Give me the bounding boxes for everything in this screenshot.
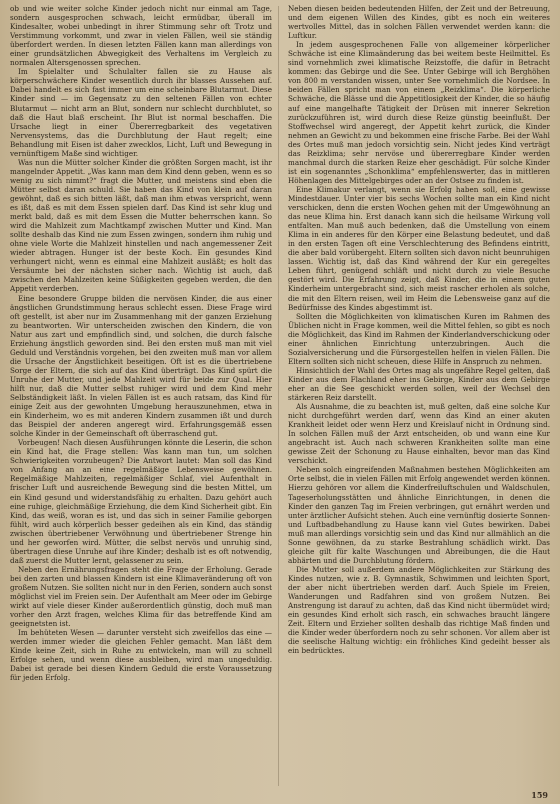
paragraph: In jedem ausgesprochenen Falle von allgemeiner körperlicher Schwäche ist eine Klimaänderung das bei weitem beste Heilmittel. Es sind vornehmlich zwei klimatische Reizstoffe, die dafür in Betracht kommen: das Gebirge und die See. Unter Gebirge will ich Berghöhen von 800 m verstanden wissen, unter See vornehmlich die Nordsee. In beiden Fällen spricht man von einem „Reizklima“. Die körperliche Schwäche, die Blässe und die Appetitlosigkeit der Kinder, die so häufig auf eine mangelhafte Tätigkeit der Drüsen mit innerer Sekretion zurückzuführen ist, wird durch diese Reize günstig beeinflußt. Der Stoffwechsel wird angeregt, der Appetit kehrt zurück, die Kinder nehmen an Gewicht zu und bekommen eine frische Farbe. Bei der Wahl des Ortes muß man jedoch vorsichtig sein. Nicht jedes Kind verträgt das Reizklima; sehr nervöse und übererregbare Kinder werden manchmal durch die starken Reize eher geschädigt. Für solche Kinder ist ein sogenanntes „Schonklima“ empfehlenswerter, das in mittleren Höhenlagen des Mittelgebirges oder an der Ostsee zu finden ist. [288, 40, 550, 185]
paragraph: ob und wie weiter solche Kinder jedoch nicht nur einmal am Tage, sondern ausgesprochen schwach, leicht ermüdbar, überall im Kindesalter, wobei unbedingt in ihrer Stimmung sehr oft Trotz und Verstimmung vorkommt, und zwar in vielen Fällen, weil sie ständig überfordert werden. In diesen letzten Fällen kann man allerdings von einer grundsätzlichen Abwegigkeit des Verhaltens im Vergleich zu normalen Altersgenossen sprechen. [10, 4, 272, 68]
paragraph: Sollten die Möglichkeiten von klimatischen Kuren im Rahmen des Üblichen nicht in Frage kommen, weil die Mittel fehlen, so gibt es noch die Möglichkeit, das Kind im Rahmen der Kinderlandverschickung oder einer ähnlichen Einrichtung unterzubringen. Auch die Sozialversicherung und die Fürsorgestellen helfen in vielen Fällen. Die Eltern sollten sich nicht scheuen, diese Hilfe in Anspruch zu nehmen. [288, 311, 550, 366]
paragraph: Hinsichtlich der Wahl des Ortes mag als ungefähre Regel gelten, daß Kinder aus dem Flachland eher ins Gebirge, Kinder aus dem Gebirge eher an die See geschickt werden sollen, weil der Wechsel den stärkeren Reiz darstellt. [288, 365, 550, 403]
column-divider [278, 6, 279, 786]
right-text-column [288, 4, 550, 790]
paragraph: Was nun die Mütter solcher Kinder die größten Sorgen macht, ist ihr mangelnder Appetit. „Was kann man dem Kind denn geben, wenn es so wenig zu sich nimmt?“ fragt die Mutter, und meistens sind eben die Mütter selbst daran schuld. Sie haben das Kind von klein auf daran gewöhnt, daß es sich bitten läßt, daß man ihm etwas verspricht, wenn es ißt, daß es mit dem Essen spielen darf. Das Kind ist sehr klug und merkt bald, daß es mit dem Essen die Mutter beherrschen kann. So wird die Mahlzeit zum Machtkampf zwischen Mutter und Kind. Man sollte deshalb das Kind nie zum Essen zwingen, sondern ihm ruhig und ohne viele Worte die Mahlzeit hinstellen und nach angemessener Zeit wieder abtragen. Hunger ist der beste Koch. Ein gesundes Kind verhungert nicht, wenn es einmal eine Mahlzeit ausläßt; es holt das Versäumte bei der nächsten sicher nach. Wichtig ist auch, daß zwischen den Mahlzeiten keine Süßigkeiten gegeben werden, die den Appetit verderben. [10, 157, 272, 294]
paragraph: Vorbeugen! Nach diesen Ausführungen könnte die Leserin, die schon ein Kind hat, die Frage stellen: Was kann man tun, um solchen Schwierigkeiten vorzubeugen? Die Antwort lautet: Man soll das Kind von Anfang an an eine regelmäßige Lebensweise gewöhnen. Regelmäßige Mahlzeiten, regelmäßiger Schlaf, viel Aufenthalt in frischer Luft und ausreichende Bewegung sind die besten Mittel, um ein Kind gesund und widerstandsfähig zu erhalten. Dazu gehört auch eine ruhige, gleichmäßige Erziehung, die dem Kind Sicherheit gibt. Ein Kind, das weiß, woran es ist, und das sich in seiner Familie geborgen fühlt, wird auch körperlich besser gedeihen als ein Kind, das ständig zwischen übertriebener Verwöhnung und übertriebener Strenge hin und her geworfen wird. Mütter, die selbst nervös und unruhig sind, übertragen diese Unruhe auf ihre Kinder; deshalb ist es oft notwendig, daß zuerst die Mutter lernt, gelassener zu sein. [10, 438, 272, 565]
left-text-column [10, 4, 272, 790]
paragraph: Die Mutter soll außerdem andere Möglichkeiten zur Stärkung des Kindes nutzen, wie z. B. Gymnastik, Schwimmen und leichten Sport, der aber nicht übertrieben werden darf. Auch Spiele im Freien, Wanderungen und Radfahren sind von großem Nutzen. Bei Anstrengung ist darauf zu achten, daß das Kind nicht übermüdet wird; ein gesundes Kind erholt sich rasch, ein schwaches braucht längere Zeit. Eltern und Erzieher sollten deshalb das richtige Maß finden und die Kinder weder überfordern noch zu sehr schonen. Vor allem aber ist die seelische Haltung wichtig: ein fröhliches Kind gedeiht besser als ein bedrücktes. [288, 564, 550, 656]
paragraph: Eine besondere Gruppe bilden die nervösen Kinder, die aus einer ängstlichen Grundstimmung heraus schlecht essen. Diese Frage wird oft gestellt, ist aber nur im Zusammenhang mit der ganzen Erziehung zu beantworten. Wir unterscheiden zwischen den Kindern, die von Natur aus zart und empfindlich sind, und solchen, die durch falsche Erziehung ängstlich geworden sind. Bei den ersten muß man mit viel Geduld und Verständnis vorgehen, bei den zweiten muß man vor allem die Ursache der Ängstlichkeit beseitigen. Oft ist es die übertriebene Sorge der Eltern, die sich auf das Kind überträgt. Das Kind spürt die Unruhe der Mutter, und jede Mahlzeit wird für beide zur Qual. Hier hilft nur, daß die Mutter selbst ruhiger wird und dem Kind mehr Selbständigkeit läßt. In vielen Fällen ist es auch ratsam, das Kind für einige Zeit aus der gewohnten Umgebung herauszunehmen, etwa in ein Kinderheim, wo es mit anderen Kindern zusammen ißt und durch das Beispiel der anderen angeregt wird. Erfahrungsgemäß essen solche Kinder in der Gemeinschaft oft überraschend gut. [10, 293, 272, 439]
paragraph: Neben diesen beiden bedeutenden Hilfen, der Zeit und der Betreuung, und dem eigenen Willen des Kindes, gibt es noch ein weiteres wertvolles Mittel, das in solchen Fällen verwendet werden kann: die Luftkur. [288, 4, 550, 41]
paragraph: Im Spielalter und Schulalter fallen sie zu Hause als körperschwächere Kinder wesentlich durch ihr blasses Aussehen auf. Dabei handelt es sich fast immer um eine scheinbare Blutarmut. Diese Kinder sind — im Gegensatz zu den seltenen Fällen von echter Blutarmut — nicht arm an Blut, sondern nur schlecht durchblutet, so daß die Haut blaß erscheint. Ihr Blut ist normal beschaffen. Die Ursache liegt in einer Übererregbarkeit des vegetativen Nervensystems, das die Durchblutung der Haut regelt; eine Behandlung mit Eisen ist daher zwecklos, Licht, Luft und Bewegung in vernünftigem Maße sind wichtiger. [10, 67, 272, 158]
paragraph: Neben solch eingreifenden Maßnahmen bestehen Möglichkeiten am Orte selbst, die in vielen Fällen mit Erfolg angewendet werden können. Hierzu gehören vor allem die Kinderfreiluftschulen und Waldschulen, Tageserholungsstätten und ähnliche Einrichtungen, in denen die Kinder den ganzen Tag im Freien verbringen, gut ernährt werden und unter ärztlicher Aufsicht stehen. Auch eine vernünftig dosierte Sonnen- und Luftbadbehandlung zu Hause kann viel Gutes bewirken. Dabei muß man allerdings vorsichtig sein und das Kind nur allmählich an die Sonne gewöhnen, da zu starke Bestrahlung schädlich wirkt. Das gleiche gilt für kalte Waschungen und Abreibungen, die die Haut abhärten und die Durchblutung fördern. [288, 465, 550, 565]
page-number: 159 [531, 790, 548, 800]
paragraph: Eine Klimakur verlangt, wenn sie Erfolg haben soll, eine gewisse Mindestdauer. Unter vier bis sechs Wochen sollte man ein Kind nicht verschicken, denn die ersten Wochen gehen mit der Umgewöhnung an das neue Klima hin. Erst danach kann sich die heilsame Wirkung voll entfalten. Man muß auch bedenken, daß die Umstellung von einem Klima in ein anderes für den Körper eine Belastung bedeutet, und daß in den ersten Tagen oft eine Verschlechterung des Befindens eintritt, die aber bald vorübergeht. Eltern sollten sich davon nicht beunruhigen lassen. Wichtig ist, daß das Kind während der Kur ein geregeltes Leben führt, genügend schläft und nicht durch zu viele Besuche gestört wird. Die Erfahrung zeigt, daß Kinder, die in einem guten Kinderheim untergebracht sind, sich meist rascher erholen als solche, die mit den Eltern reisen, weil im Heim die Lebensweise ganz auf die Bedürfnisse des Kindes abgestimmt ist. [288, 184, 550, 312]
paragraph: Neben den Ernährungsfragen steht die Frage der Erholung. Gerade bei den zarten und blassen Kindern ist eine Klimaveränderung oft von großem Nutzen. Sie sollten nicht nur in den Ferien, sondern auch sonst möglichst viel im Freien sein. Der Aufenthalt am Meer oder im Gebirge wirkt auf viele dieser Kinder außerordentlich günstig, doch muß man vorher den Arzt fragen, welches Klima für das betreffende Kind am geeignetsten ist. [10, 564, 272, 629]
paragraph: Als Ausnahme, die zu beachten ist, muß gelten, daß eine solche Kur nicht durchgeführt werden darf, wenn das Kind an einer akuten Krankheit leidet oder wenn Herz und Kreislauf nicht in Ordnung sind. In solchen Fällen muß der Arzt entscheiden, ob und wann eine Kur angebracht ist. Auch nach schweren Krankheiten sollte man eine gewisse Zeit der Schonung zu Hause einhalten, bevor man das Kind verschickt. [288, 402, 550, 466]
paragraph: Im behüteten Wesen — darunter versteht sich zweifellos das eine — werden immer wieder die gleichen Fehler gemacht. Man läßt dem Kinde keine Zeit, sich in Ruhe zu entwickeln, man will zu schnell Erfolge sehen, und wenn diese ausbleiben, wird man ungeduldig. Dabei ist gerade bei diesen Kindern Geduld die erste Voraussetzung für jeden Erfolg. [10, 628, 272, 683]
